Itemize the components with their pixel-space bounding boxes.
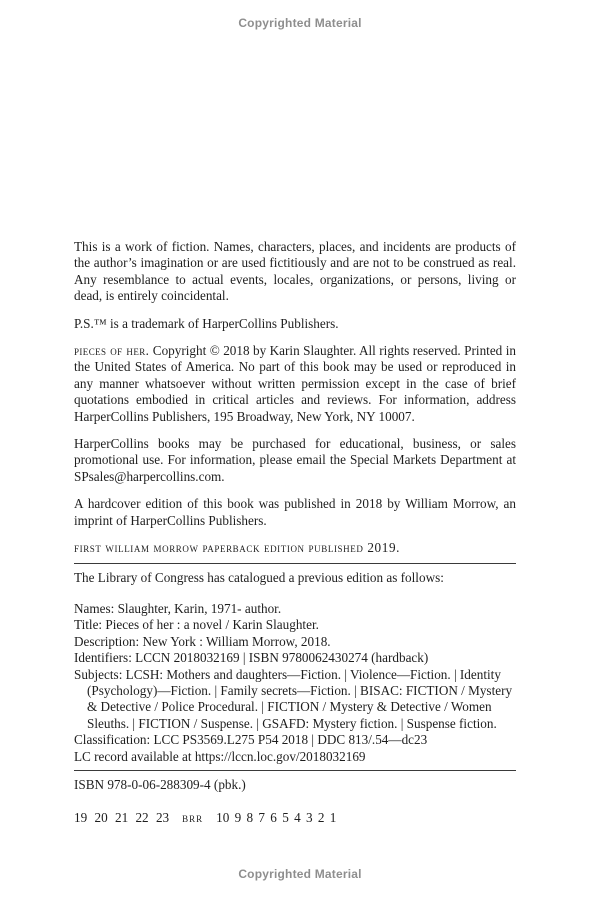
special-markets-note: HarperCollins books may be purchased for educational, business, or sales promotional use. For information, please email the Special Markets Department at SPsales@harpercollins.com. <box>74 436 516 484</box>
cip-data-block <box>74 601 516 765</box>
printers-key-line <box>74 810 516 826</box>
copyright-notice <box>74 343 516 425</box>
copyright-notice-text: Copyright © 2018 by Karin Slaughter. All rights reserved. Printed in the United States of America. No part of this book may be used or reproduced in any manner whatsoever without written permission except in the case of brief quotations embodied in critical articles and reviews. For information, address HarperCollins Publishers, 195 Broadway, New York, NY 10007. <box>74 343 516 424</box>
cip-line-classification: Classification: LCC PS3569.L275 P54 2018 | DDC 813/.54—dc23 <box>74 732 428 748</box>
first-edition-line: first william morrow paperback edition published 2019. <box>74 540 401 556</box>
cip-line-description: Description: New York : William Morrow, 2018. <box>74 633 331 649</box>
ps-trademark-note: P.S.™ is a trademark of HarperCollins Publishers. <box>74 315 339 331</box>
printers-key-numbers: 10 9 8 7 6 5 4 3 2 1 <box>216 810 337 826</box>
fiction-disclaimer: This is a work of fiction. Names, characters, places, and incidents are products of the author’s imagination or are used fictitiously and are not to be construed as real. Any resemblance to actual events, locales, organizations, or persons, living or dead, is entirely coincidental. <box>74 239 516 304</box>
copyright-text-block <box>74 239 516 827</box>
cip-line-subjects-cont: & Detective / Police Procedural. | FICTION / Mystery & Detective / Women <box>87 699 492 715</box>
cip-top-rule <box>74 563 516 564</box>
book-title-smallcaps: pieces of her. <box>74 343 150 359</box>
isbn-line: ISBN 978-0-06-288309-4 (pbk.) <box>74 776 246 792</box>
copyrighted-material-header: Copyrighted Material <box>238 16 362 30</box>
hardcover-edition-note: A hardcover edition of this book was published in 2018 by William Morrow, an imprint of HarperCollins Publishers. <box>74 496 516 528</box>
loc-catalog-intro: The Library of Congress has catalogued a previous edition as follows: <box>74 569 444 585</box>
cip-line-lc-record: LC record available at https://lccn.loc.gov/2018032169 <box>74 748 366 764</box>
cip-line-identifiers: Identifiers: LCCN 2018032169 | ISBN 9780062430274 (hardback) <box>74 650 429 666</box>
cip-line-subjects: Subjects: LCSH: Mothers and daughters—Fiction. | Violence—Fiction. | Identity <box>74 666 501 682</box>
cip-line-title: Title: Pieces of her : a novel / Karin Slaughter. <box>74 617 319 633</box>
cip-bottom-rule <box>74 770 516 771</box>
cip-line-subjects-cont: Sleuths. | FICTION / Suspense. | GSAFD: Mystery fiction. | Suspense fiction. <box>87 715 497 731</box>
printer-code: brr <box>182 810 204 826</box>
printers-key-years: 19 20 21 22 23 <box>74 810 170 826</box>
cip-line-names: Names: Slaughter, Karin, 1971- author. <box>74 600 282 616</box>
cip-line-subjects-cont: (Psychology)—Fiction. | Family secrets—Fiction. | BISAC: FICTION / Mystery <box>87 682 513 698</box>
copyrighted-material-footer: Copyrighted Material <box>238 867 362 881</box>
